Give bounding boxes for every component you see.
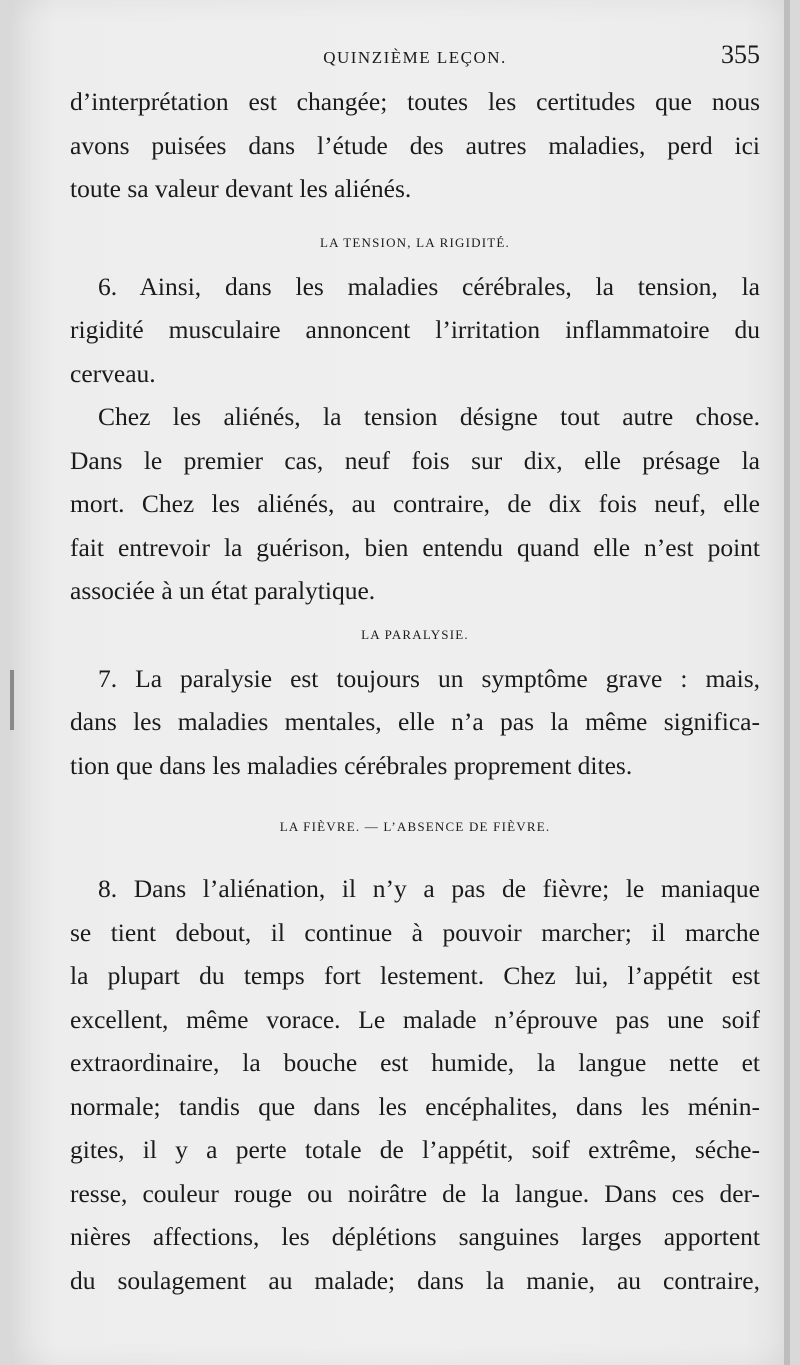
text-line: du soulagement au malade; dans la manie, au contraire, bbox=[70, 1265, 760, 1295]
text-line: rigidité musculaire annoncent l’irritation inflammatoire du bbox=[70, 315, 760, 344]
book-page bbox=[10, 0, 790, 1365]
text-line: excellent, même vorace. Le malade n’éprouve pas une soif bbox=[70, 1004, 760, 1034]
page-number: 355 bbox=[721, 40, 760, 69]
running-title: QUINZIÈME LEÇON. bbox=[323, 48, 507, 67]
text-line: mort. Chez les aliénés, au contraire, de dix fois neuf, elle bbox=[70, 489, 760, 518]
text-line: extraordinaire, la bouche est humide, la langue nette et bbox=[70, 1048, 760, 1077]
text-line: d’interprétation est changée; toutes les certitudes que nous bbox=[70, 87, 760, 116]
section-heading-paralysie: LA PARALYSIE. bbox=[361, 626, 469, 642]
text-line: 6. Ainsi, dans les maladies cérébrales, la tension, la bbox=[98, 271, 760, 301]
text-line: gites, il y a perte totale de l’appétit, soif extrême, séche- bbox=[70, 1135, 760, 1164]
text-line: Dans le premier cas, neuf fois sur dix, elle présage la bbox=[70, 445, 760, 475]
text-line: toute sa valeur devant les aliénés. bbox=[70, 174, 412, 203]
text-line: 8. Dans l’aliénation, il n’y a pas de fièvre; le maniaque bbox=[98, 874, 760, 903]
text-line: normale; tandis que dans les encéphalites, dans les ménin- bbox=[70, 1091, 760, 1121]
text-line: associée à un état paralytique. bbox=[70, 576, 376, 605]
section-heading-fievre: LA FIÈVRE. — L’ABSENCE DE FIÈVRE. bbox=[279, 819, 551, 834]
running-head bbox=[70, 40, 760, 80]
text-line: resse, couleur rouge ou noirâtre de la langue. Dans ces der- bbox=[70, 1178, 760, 1208]
text-line: cerveau. bbox=[70, 358, 156, 388]
paragraph-7 bbox=[70, 657, 760, 788]
paragraph-8 bbox=[70, 867, 760, 1302]
section-heading-tension: LA TENSION, LA RIGIDITÉ. bbox=[320, 234, 510, 250]
text-line: avons puisées dans l’étude des autres maladies, perd ici bbox=[70, 130, 760, 160]
text-line: tion que dans les maladies cérébrales proprement dites. bbox=[70, 750, 633, 780]
opening-paragraph bbox=[70, 80, 760, 211]
page-edge-shadow bbox=[784, 0, 790, 1365]
binding-mark bbox=[10, 670, 14, 730]
text-line: Chez les aliénés, la tension désigne tout autre chose. bbox=[98, 402, 760, 431]
text-line: la plupart du temps fort lestement. Chez lui, l’appétit est bbox=[70, 961, 760, 990]
text-line: 7. La paralysie est toujours un symptôme grave : mais, bbox=[98, 663, 760, 693]
paragraph-6 bbox=[70, 265, 760, 396]
paragraph-6-continued bbox=[70, 395, 760, 613]
text-line: dans les maladies mentales, elle n’a pas la même significa- bbox=[70, 707, 760, 736]
page-text bbox=[70, 40, 760, 1302]
text-line: se tient debout, il continue à pouvoir marcher; il marche bbox=[70, 917, 760, 947]
text-line: fait entrevoir la guérison, bien entendu quand elle n’est point bbox=[70, 532, 760, 562]
text-line: nières affections, les déplétions sanguines larges apportent bbox=[70, 1222, 760, 1251]
